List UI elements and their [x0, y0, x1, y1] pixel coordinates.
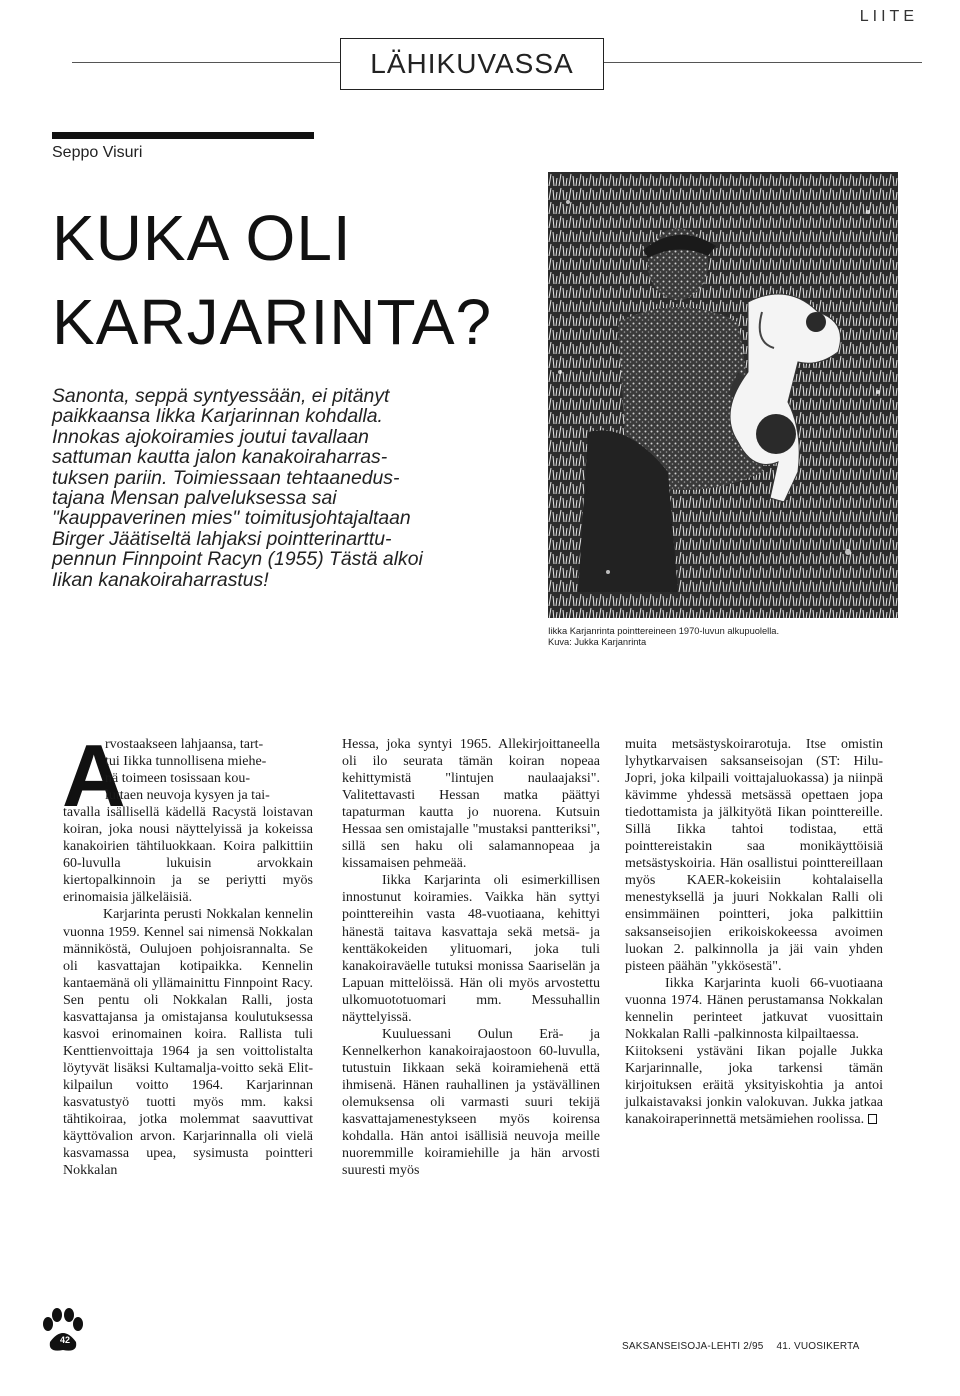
body-column-2	[342, 736, 600, 1179]
title-line-1: KUKA OLI	[52, 202, 352, 274]
paragraph: Kiitokseni ystäväni Iikan pojalle Jukka Karjarinnalle, joka tarkensi tämän kirjoituksen eräitä yksityiskohtia ja antoi julkaistavaksi jonkin valokuvan. Jukka jatkaa kanakoiraperinnettä metsämiehen roolissa.	[625, 1043, 883, 1128]
section-heading: LÄHIKUVASSA	[340, 38, 604, 90]
body-column-3	[625, 736, 883, 1128]
article-photo	[548, 172, 898, 618]
paragraph: Karjarinta perusti Nokkalan kennelin vuonna 1959. Kennel sai nimensä Nokkalan männiköstä, Oulujoen pohjoisrannalta. Se oli kasvattajan kotipaikka. Kennelin kantaemänä oli yllämainittu Finnpoint Racy. Sen pentu oli Nokkalan Ralli, josta kasvattajansa ja omistajansa koulutuksessa kasvoi erinomainen koira. Rallista tuli Kenttienvoittaja 1964 ja sen voittolistalta löytyvät lisäksi Kultamalja-voitto sekä Elit-kilpailun voitto 1964. Karjarinnan kasvatustyö tuotti myös mm. kaksi tähtikoiraa, jotka molemmat saavuttivat käyttövalion arvon. Karjarinnalla oli vielä kasvamassa upea, sysimusta pointteri Nokkalan	[63, 907, 313, 1179]
author-name: Seppo Visuri	[52, 144, 143, 161]
title-line-2: KARJARINTA?	[52, 286, 493, 358]
paragraph: Iikka Karjarinta kuoli 66-vuotiaana vuonna 1974. Hänen perustamansa Nokkalan kennelin perinteet jatkuvat vuosittain Nokkalan Ralli -palkinnosta kilpailtaessa.	[625, 975, 883, 1042]
author-bar	[52, 132, 314, 139]
drop-cap: A	[62, 726, 126, 825]
lead-paragraph: Sanonta, seppä syntyessään, ei pitänyt paikkaansa Iikka Karjarinnan kohdalla. Innokas ajokoiramies joutui tavallaan sattuman kautta jalon kanakoiraharras- tuksen pariin. Toimiessaan tehtaanedus- tajana Mensan palveluksessa sai "kauppaverinen mies" toimitusjohtajaltaan Birger Jäätiseltä lahjaksi pointterinarttu- pennun Finnpoint Racyn (1955) Tästä alkoi Iikan kanakoiraharrastus!	[52, 385, 423, 591]
article-title	[52, 196, 522, 364]
paragraph: Iikka Karjarinta oli esimerkillisen innostunut koiramies. Vaikka hän syttyi pointtereihin vasta 48-vuotiaana, kehittyi hänestä taitava kasvattaja sekä metsä- ja kenttäkokeiden ylituomari, joka tuli kanakoiraväelle tutuksi monissa Saariselän ja Lapuan mittelöissä. Hän oli myös arvostettu ulkomuototuomari mm. Messuhallin näyttelyissä.	[342, 873, 600, 1025]
paragraph: Hessa, joka syntyi 1965. Allekirjoittaneella oli ilo seurata tämän koiran nopeaa kehittymistä "lintujen naulaajaksi". Valitettavasti Hessan matka päättyi tapaturman kautta jo nuorena. Kutsuin Hessaa sen omistajalle "mustaksi pantteriksi", sillä sen haku oli salamannopeaa ja kissamaisen pehmeää.	[342, 737, 600, 872]
end-square-icon	[868, 1114, 877, 1124]
body-column-1: rvostaakseen lahjaansa, tart- tui Iikka tunnollisena miehe- nä toimeen tosissaan kou- luttaen neuvoja kysyen ja tai- tavalla isällisellä kädellä Racystä loistavan koiran, joka nousi näyttelyissä ja kokeissa kanakoirien tähtiluokkaan. Koira palkittiin 60-luvulla lukuisin arvokkain kiertopalkinnoin ja se periytti myös erinomaisia jälkeläisiä. Karjarinta perusti Nokkalan kennelin vuonna 1959. Kennel sai nimensä Nokkalan männiköstä, Oulujoen pohjoisrannalta. Se oli kasvattajan kotipaikka. Kennelin kantaemänä oli yllämainittu Finnpoint Racy. Sen pentu oli Nokkalan Ralli, josta kasvattajansa ja omistajansa koulutuksessa kasvoi erinomainen koira. Rallista tuli Kenttienvoittaja 1964 ja sen voittolistalta löytyvät lisäksi Kultamalja-voitto sekä Elit-kilpailun voitto 1964. Karjarinnan kasvatustyö tuotti myös mm. kaksi tähtikoiraa, jotka molemmat saavuttivat käyttövalion arvon. Karjarinnalla oli vielä kasvamassa upea, sysimusta pointteri Nokkalan	[63, 737, 313, 1179]
volume-label: 41. VUOSIKERTA	[776, 1341, 860, 1352]
paragraph: Kuuluessani Oulun Erä- ja Kennelkerhon kanakoirajaostoon 60-luvulla, tutustuin Iikkaan sekä koiramiehenä että ihmisenä. Hänen rauhallinen ja ystävällinen olemuksensa oli varmasti suuri tekijä kasvattajamenestykseen myös koirensa kohdalla. Hän antoi isällisiä neuvoja meille nuoremmille koiramiehille ja hän arvosti suuresti myös	[342, 1026, 600, 1179]
supplement-label: LIITE	[859, 8, 918, 25]
publication-name: SAKSANSEISOJA-LEHTI 2/95	[622, 1341, 764, 1352]
paw-print-icon	[38, 1306, 88, 1356]
photo-caption: Iikka Karjanrinta pointtereineen 1970-luvun alkupuolella. Kuva: Jukka Karjanrinta	[548, 626, 780, 647]
paragraph: muita metsästyskoirarotuja. Itse omistin lyhytkarvaisen saksanseisojan (ST: Hilu-Jopri, joka kilpaili voittajaluokassa) ja niinpä kävimme yhdessä metsässä opettaen jopa tiedottamista ja jälkityötä Iikan pointtereille. Sillä Iikka tahtoi todistaa, että pointtereistakin saa monikäyttöisiä metsästyskoiria. Hän osallistui pointtereillaan myös KAER-kokeisiin kohtalaisella menestyksellä ja juuri Nokkalan Ralli oli ensimmäinen pointteri, joka palkittiin saksanseisojien erikoiskokeessa avoimen luokan 2. palkinnolla ja jäi vain yhden pisteen päähän "ykkösestä".	[625, 737, 883, 974]
page-number: 42	[59, 1335, 70, 1345]
page-footer	[622, 1341, 870, 1352]
